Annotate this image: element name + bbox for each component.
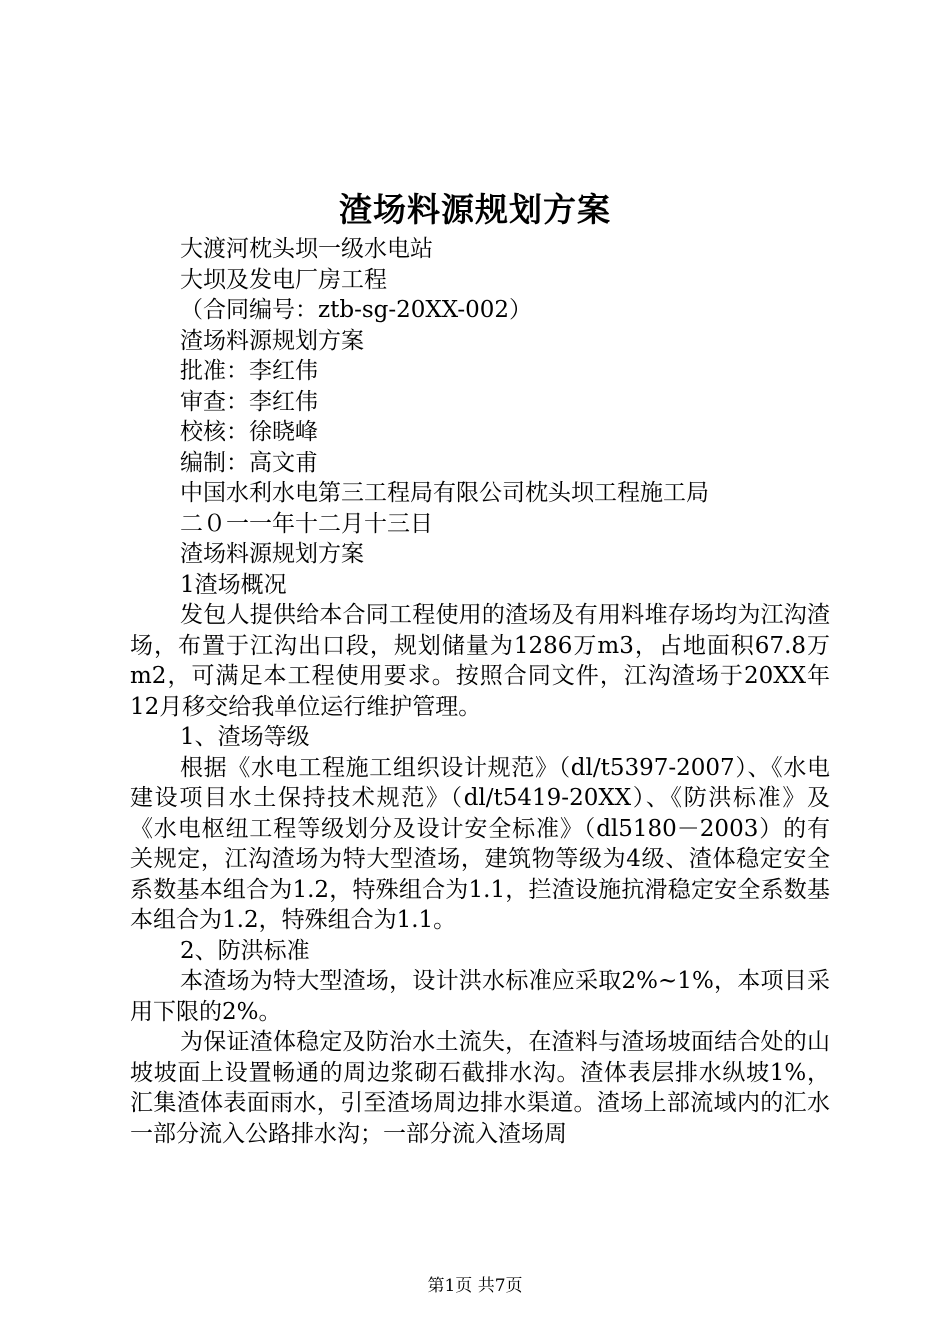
subsection-paragraph: 根据《水电工程施工组织设计规范》（dl/t5397-2007）、《水电建设项目水土保持技术规范》（dl/t5419-20XX）、《防洪标准》及《水电枢纽工程等级划分及设计安全标准》（dl5180－2003）的有关规定，江沟渣场为特大型渣场，建筑物等级为4级、渣体稳定安全系数基本组合为1.2，特殊组合为1.1，拦渣设施抗滑稳定安全系数基本组合为1.2，特殊组合为1.1。 [130,754,830,933]
document-body [130,234,830,1149]
section-heading: 1渣场概况 [180,571,287,598]
cover-line-works: 大坝及发电厂房工程 [180,266,387,293]
cover-line-checked: 校核：徐晓峰 [180,419,318,445]
cover-line-project: 大渡河枕头坝一级水电站 [180,236,433,262]
cover-line-doc-name-2: 渣场料源规划方案 [180,541,364,567]
page-number-footer: 第1页 共7页 [427,1276,523,1296]
cover-line-approved: 批准：李红伟 [180,358,318,384]
subsection-paragraph: 本渣场为特大型渣场，设计洪水标准应采取2%~1%，本项目采用下限的2%。 [130,968,830,1025]
section-paragraph: 发包人提供给本合同工程使用的渣场及有用料堆存场均为江沟渣场，布置于江沟出口段，规划储量为1286万m3，占地面积67.8万m2，可满足本工程使用要求。按照合同文件，江沟渣场于20XX年12月移交给我单位运行维护管理。 [130,602,830,720]
cover-line-compiled: 编制：高文甫 [180,449,318,476]
subsection-paragraph: 为保证渣体稳定及防治水土流失，在渣料与渣场坡面结合处的山坡坡面上设置畅通的周边浆砌石截排水沟。渣体表层排水纵坡1%，汇集渣体表面雨水，引至渣场周边排水渠道。渣场上部流域内的汇水一部分流入公路排水沟；一部分流入渣场周 [130,1029,830,1147]
cover-line-reviewed: 审查：李红伟 [180,388,318,415]
cover-line-date: 二０一一年十二月十三日 [180,510,433,537]
cover-line-company: 中国水利水电第三工程局有限公司枕头坝工程施工局 [180,480,709,506]
subsection-heading: 1、渣场等级 [180,724,310,750]
document-title: 渣场料源规划方案 [339,190,611,229]
cover-line-doc-name: 渣场料源规划方案 [180,327,364,354]
subsection-heading: 2、防洪标准 [180,937,310,964]
cover-line-contract: （合同编号：ztb-sg-20XX-002） [180,297,533,323]
